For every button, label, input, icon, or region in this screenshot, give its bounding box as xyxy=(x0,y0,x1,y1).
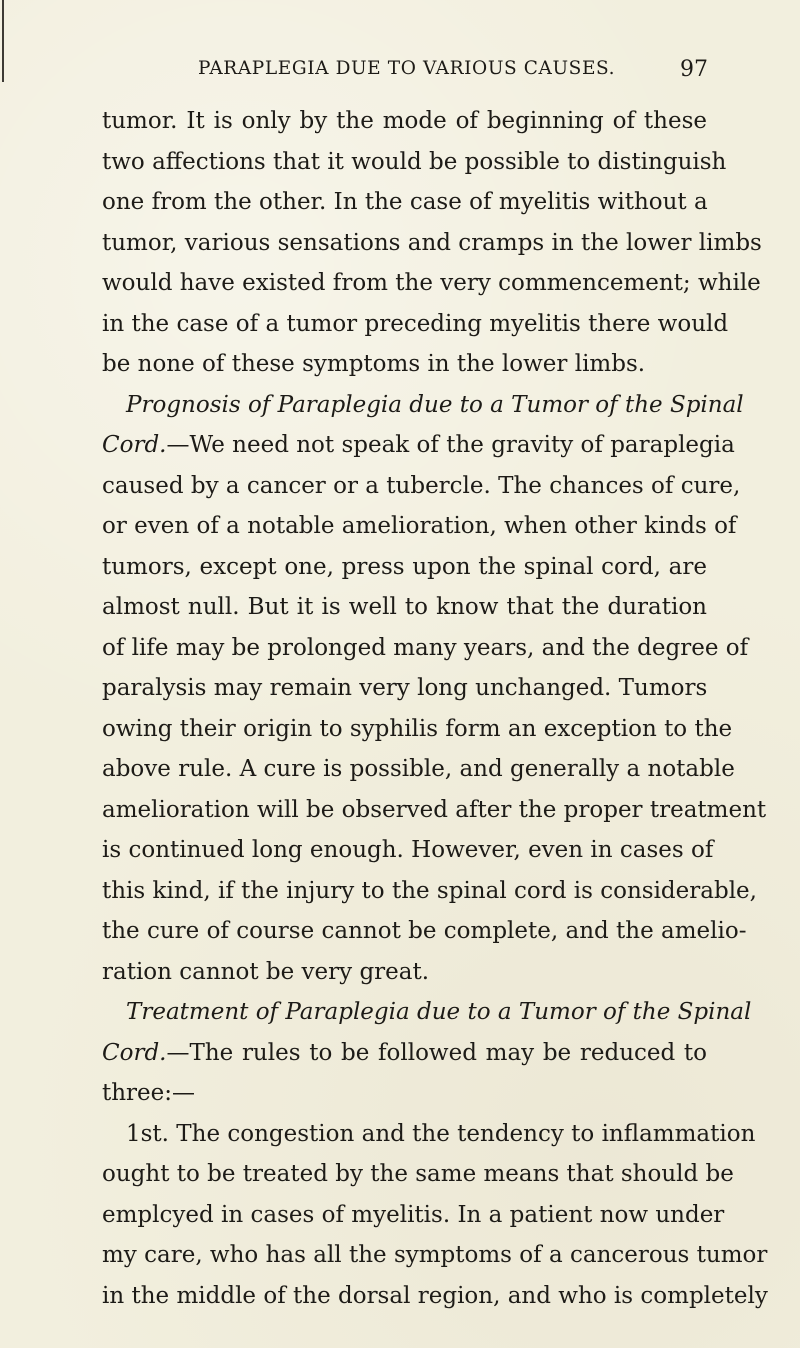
text-line: is continued long enough. However, even in cases of xyxy=(102,837,714,863)
text-line: ought to be treated by the same means that should be xyxy=(102,1161,734,1187)
text-line: owing their origin to syphilis form an exception to the xyxy=(102,715,733,742)
text-line: be none of these symptoms in the lower limbs. xyxy=(102,351,646,377)
text-line: ration cannot be very great. xyxy=(102,958,430,985)
page-number: 97 xyxy=(680,57,708,82)
text-line: almost null. But it is well to know that the duration xyxy=(102,594,707,620)
text-line: above rule. A cure is possible, and generally a notable xyxy=(102,756,735,782)
paragraph-tumor-comparison xyxy=(102,101,762,385)
section-treatment xyxy=(102,992,752,1114)
text-line: tumor. It is only by the mode of beginning of these xyxy=(102,108,707,134)
text-line: 1st. The congestion and the tendency to inflammation xyxy=(126,1120,756,1147)
text-line: of life may be prolonged many years, and the degree of xyxy=(102,634,749,661)
paragraph-first-rule xyxy=(102,1114,768,1317)
heading-word-cord: Cord. xyxy=(102,432,167,458)
text-line: one from the other. In the case of myelitis without a xyxy=(102,189,708,215)
heading-continuation-line xyxy=(102,1033,707,1074)
text-line: caused by a cancer or a tubercle. The chances of cure, xyxy=(102,472,741,499)
text-line: emplcyed in cases of myelitis. In a patient now under xyxy=(102,1201,725,1228)
text-line: tumor, various sensations and cramps in the lower limbs xyxy=(102,229,762,256)
text-line: this kind, if the injury to the spinal cord is considerable, xyxy=(102,877,757,904)
text-line: amelioration will be observed after the proper treatment xyxy=(102,796,767,823)
text-line: my care, who has all the symptoms of a cancerous tumor xyxy=(102,1242,768,1268)
text-line: in the middle of the dorsal region, and who is completely xyxy=(102,1282,768,1309)
running-head: PARAPLEGIA DUE TO VARIOUS CAUSES. xyxy=(198,58,616,79)
section-heading-treatment: Treatment of Paraplegia due to a Tumor of the Spinal xyxy=(126,999,752,1025)
text-line: paralysis may remain very long unchanged. Tumors xyxy=(102,675,708,701)
text-line: the cure of course cannot be complete, and the amelio- xyxy=(102,918,747,944)
heading-line-text: —The rules to be followed may be reduced to xyxy=(166,1039,707,1066)
section-prognosis xyxy=(102,385,767,993)
section-heading-prognosis: Prognosis of Paraplegia due to a Tumor of the Spinal xyxy=(126,391,744,418)
page-header xyxy=(198,58,708,86)
heading-continuation-line xyxy=(102,425,735,466)
text-line: tumors, except one, press upon the spinal cord, are xyxy=(102,553,707,580)
text-line: in the case of a tumor preceding myelitis there would xyxy=(102,310,729,337)
page-body xyxy=(102,101,768,1316)
heading-word-cord: Cord. xyxy=(102,1039,167,1066)
text-line: would have existed from the very commencement; while xyxy=(102,270,761,296)
text-line: two affections that it would be possible to distinguish xyxy=(102,148,727,175)
text-line: three:— xyxy=(102,1080,196,1106)
page-edge-line xyxy=(2,0,4,82)
heading-line-text: —We need not speak of the gravity of paraplegia xyxy=(166,432,735,458)
text-line: or even of a notable amelioration, when other kinds of xyxy=(102,513,737,539)
